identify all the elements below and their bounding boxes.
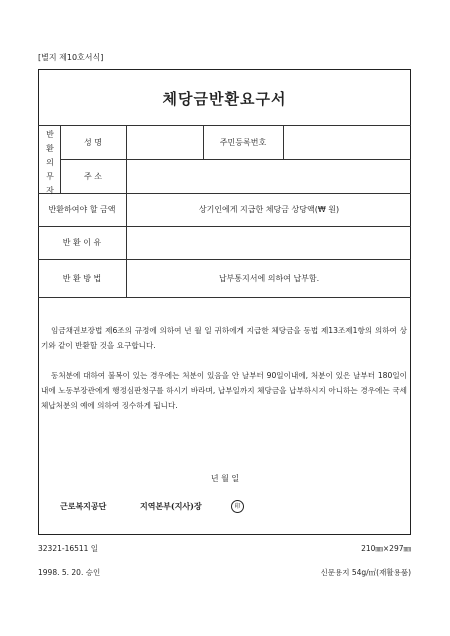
issue-date-line[interactable]: 년 월 일 xyxy=(210,474,240,483)
col-divider-group xyxy=(60,125,61,193)
issuer-name: 근로복지공단 xyxy=(60,501,107,511)
resident-id-field[interactable] xyxy=(284,126,410,159)
row-divider-address xyxy=(38,193,411,194)
footer-paper-size: 210㎜×297㎜ xyxy=(361,544,411,553)
seal-mark: 印 xyxy=(231,500,244,513)
amount-value[interactable]: 상기인에게 지급한 체당금 상당액(₩ 원) xyxy=(198,205,340,214)
footer-paper-type: 신문용지 54g/㎡(재활용품) xyxy=(320,568,411,577)
method-label: 반 환 방 법 xyxy=(62,274,102,283)
address-label: 주 소 xyxy=(84,172,102,181)
reason-field[interactable] xyxy=(127,227,410,259)
form-number-label: [별지 제10호서식] xyxy=(38,53,104,62)
resident-id-label: 주민등록번호 xyxy=(219,138,267,147)
row-divider-method xyxy=(38,297,411,298)
name-label: 성 명 xyxy=(84,138,102,147)
name-field[interactable] xyxy=(127,126,202,159)
reason-label: 반 환 이 유 xyxy=(62,238,102,247)
method-value: 납부통지서에 의하여 납부함. xyxy=(218,274,320,283)
row-divider-reason xyxy=(38,259,411,260)
debtor-group-label: 반 환 의 무 자 xyxy=(46,130,54,195)
form-title: 체당금반환요구서 xyxy=(162,90,287,108)
address-field[interactable] xyxy=(127,160,410,193)
notice-paragraph-1: 임금채권보장법 제6조의 규정에 의하여 년 월 일 귀하에게 지급한 체당금을 동법 제13조제1항의 의하여 상기와 같이 반환할 것을 요구합니다. xyxy=(41,326,407,350)
footer-form-code: 32321-16511 일 xyxy=(38,544,99,553)
footer-approval-date: 1998. 5. 20. 승인 xyxy=(38,568,101,577)
notice-paragraph-2: 동처분에 대하여 불복이 있는 경우에는 처분이 있음을 안 날부터 90일이내에, 처분이 있은 날부터 180일이내에 노동부장관에게 행정심판청구를 하시기 바라며, 납부일까지 체당금을 납부하시지 아니하는 경우에는 국세체납처분의 예에 의하여 징수하게 됩니다. xyxy=(41,371,407,410)
amount-label: 반환하여야 할 금액 xyxy=(48,205,116,214)
branch-head-title: 지역본부(지사)장 xyxy=(140,501,202,511)
